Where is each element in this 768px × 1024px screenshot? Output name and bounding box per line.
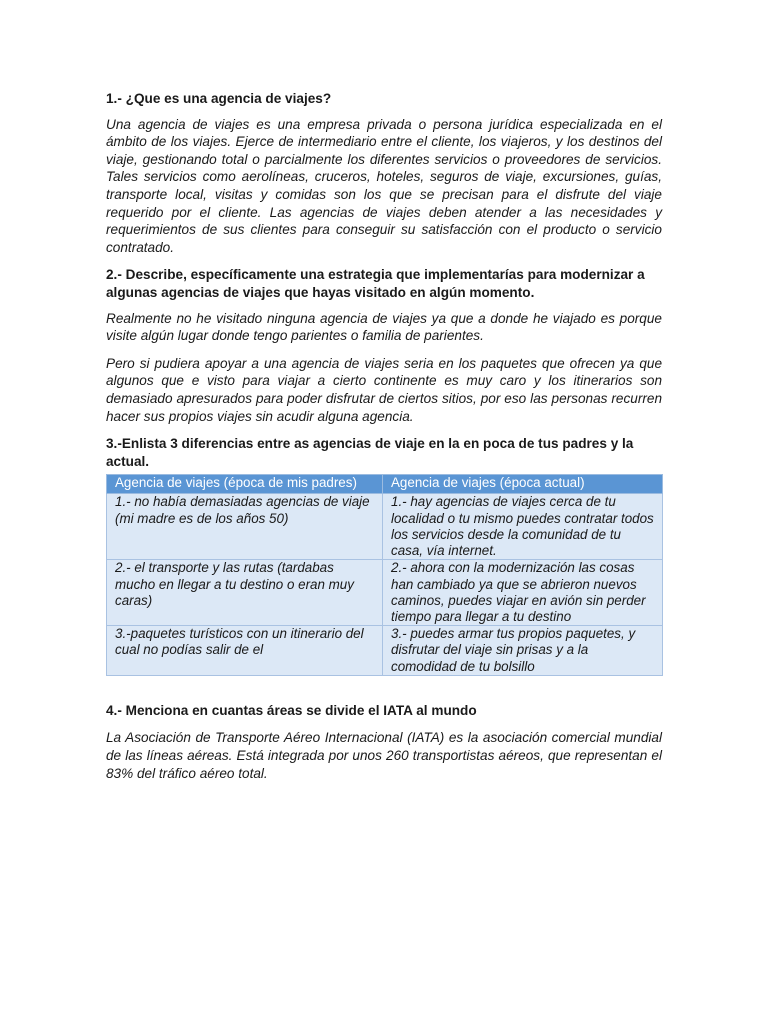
table-cell: 3.-paquetes turísticos con un itinerario del cual no podías salir de el (107, 626, 383, 676)
differences-table (106, 474, 663, 675)
document-content (106, 90, 662, 782)
table-row (107, 494, 663, 560)
table-row (107, 626, 663, 676)
answer-4-text: La Asociación de Transporte Aéreo Internacional (IATA) es la asociación comercial mundial de las líneas aéreas. Está integrada por unos 260 transportistas aéreos, que representan el 83% del tráfico aéreo total. (106, 730, 662, 781)
answer-2-paragraph-1: Realmente no he visitado ninguna agencia de viajes ya que a donde he viajado es porque visite algún lugar donde tengo parientes o familia de parientes. (106, 310, 662, 344)
table-cell: 1.- no había demasiadas agencias de viaje (mi madre es de los años 50) (107, 494, 383, 560)
question-1-heading: 1.- ¿Que es una agencia de viajes? (106, 91, 332, 106)
answer-1-text: Una agencia de viajes es una empresa privada o persona jurídica especializada en el ámbito de los viajes. Ejerce de intermediario entre el cliente, los viajeros, y los destinos del viaje, gestionando total o parcialmente los diferentes servicios o proveedores de servicios. Tales servicios como aerolíneas, cruceros, hoteles, seguros de viaje, excursiones, guías, transporte local, visitas y comidas son los que se precisan para el disfrute del viaje requerido por el cliente. Las agencias de viajes deben atender a las necesidades y requerimientos de sus clientes para conseguir su satisfacción con el producto o servicio contratado. (106, 116, 662, 255)
question-4-heading: 4.- Menciona en cuantas áreas se divide el IATA al mundo (106, 702, 477, 718)
question-3-heading: 3.-Enlista 3 diferencias entre as agencias de viaje en la en poca de tus padres y la actual. (106, 436, 634, 469)
table-row (107, 560, 663, 626)
table-cell: 2.- ahora con la modernización las cosas han cambiado ya que se abrieron nuevos caminos, puedes viajar en avión sin perder tiempo para llegar a tu destino (383, 560, 663, 626)
table-cell: 3.- puedes armar tus propios paquetes, y disfrutar del viaje sin prisas y a la comodidad de tu bolsillo (383, 626, 663, 676)
table-cell: 1.- hay agencias de viajes cerca de tu localidad o tu mismo puedes contratar todos los servicios desde la comunidad de tu casa, vía internet. (383, 494, 663, 560)
table-header-row (107, 475, 663, 494)
answer-2-paragraph-2: Pero si pudiera apoyar a una agencia de viajes seria en los paquetes que ofrecen ya que algunos que e visto para viajar a cierto continente es muy caro y los itinerarios son demasiado apresurados para poder disfrutar de ciertos sitios, por eso las personas recurren hacer sus propios viajes sin acudir alguna agencia. (106, 355, 662, 424)
table-cell: 2.- el transporte y las rutas (tardabas mucho en llegar a tu destino o eran muy caras) (107, 560, 383, 626)
table-header-parents-era: Agencia de viajes (época de mis padres) (107, 475, 383, 494)
table-header-current-era: Agencia de viajes (época actual) (383, 475, 663, 494)
question-2-heading: 2.- Describe, específicamente una estrategia que implementarías para modernizar a algunas agencias de viajes que hayas visitado en algún momento. (106, 267, 645, 300)
